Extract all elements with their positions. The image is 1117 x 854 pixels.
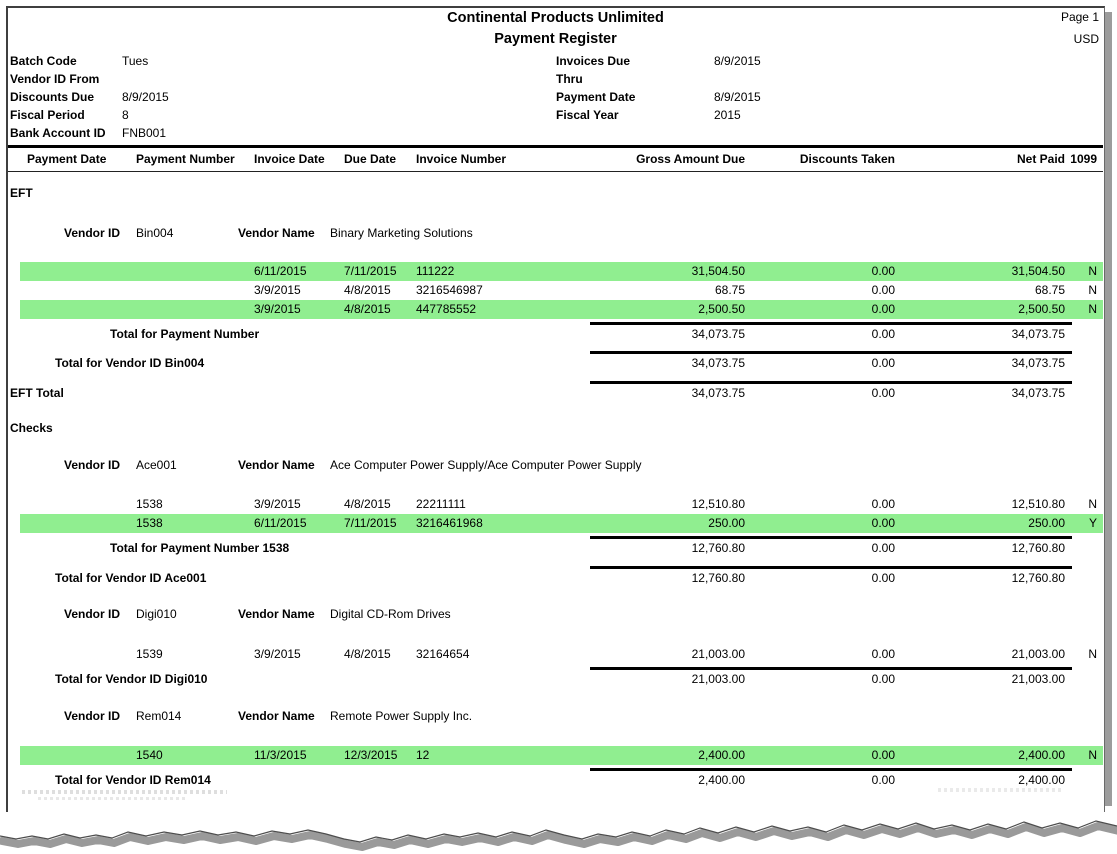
cell-net-paid: 2,500.50 [1018,302,1065,316]
cell-net-paid: 2,400.00 [1018,748,1065,762]
cell-discount-taken: 0.00 [871,283,895,297]
cell-1099-flag: N [1088,264,1097,278]
cell-gross-amount: 21,003.00 [691,647,745,661]
cell-invoice-number: 12 [416,748,430,762]
cell-due-date: 4/8/2015 [344,283,391,297]
cell-due-date: 4/8/2015 [344,497,391,511]
cell-invoice-number: 32164654 [416,647,470,661]
total-discount: 0.00 [871,571,895,585]
total-net: 34,073.75 [1011,327,1065,341]
cell-invoice-number: 22211111 [416,497,466,511]
cell-invoice-number: 447785552 [416,302,477,316]
page-number: Page 1 [1060,10,1099,24]
total-gross: 2,400.00 [698,773,745,787]
cell-gross-amount: 68.75 [714,283,745,297]
invoices-due-label: Invoices Due [556,54,631,68]
vendor-header-rem014 [8,708,1103,724]
payment-date-value: 8/9/2015 [714,90,761,104]
total-discount: 0.00 [871,327,895,341]
detail-rows [8,495,1103,533]
payment-row [8,495,1103,514]
column-header-row [8,148,1103,172]
criteria-row [8,106,1103,124]
column-header-invoice-number: Invoice Number [416,152,507,166]
criteria-row [8,70,1103,88]
column-header-payment-number: Payment Number [136,152,235,166]
cell-due-date: 7/11/2015 [344,264,397,278]
payment-row [8,746,1103,765]
cell-gross-amount: 250.00 [708,516,745,530]
paper-noise-artifact [938,788,1063,792]
vendor-total-row [8,670,1103,688]
column-header-discounts-taken: Discounts Taken [799,152,895,166]
cell-payment-number [120,300,248,319]
payment-total-label: Total for Payment Number [110,327,260,341]
cell-payment-date [8,514,120,533]
report-content [8,8,1103,789]
total-1099-spacer [1065,384,1103,402]
cell-due-date: 12/3/2015 [344,748,398,762]
criteria-row [8,88,1103,106]
total-1099-spacer [1065,569,1103,587]
cell-payment-date [8,746,120,765]
cell-payment-number: 1538 [136,516,163,530]
total-net: 34,073.75 [1011,386,1065,400]
cell-payment-number [120,262,248,281]
cell-payment-date [8,281,120,300]
cell-payment-date [8,300,120,319]
cell-payment-date [8,645,120,664]
cell-1099-flag: Y [1088,516,1097,530]
batch-code-value: Tues [122,54,149,68]
currency-code: USD [1073,32,1099,46]
cell-invoice-date: 3/9/2015 [254,283,301,297]
total-discount: 0.00 [871,386,895,400]
total-net: 12,760.80 [1011,571,1065,585]
vendor-total-row [8,771,1103,789]
group-header-eft: EFT [10,186,33,200]
detail-rows [8,746,1103,765]
cell-payment-date [8,495,120,514]
vendor-name-value: Digital CD-Rom Drives [330,607,451,621]
column-header-net-paid: Net Paid [1016,152,1065,166]
cell-discount-taken: 0.00 [871,647,895,661]
total-net: 12,760.80 [1011,541,1065,555]
total-1099-spacer [1065,670,1103,688]
discounts-due-label: Discounts Due [10,90,95,104]
torn-paper-edge [0,812,1117,854]
vendor-id-label: Vendor ID [64,709,121,723]
cell-discount-taken: 0.00 [871,497,895,511]
fiscal-period-label: Fiscal Period [10,108,85,122]
cell-payment-number [120,281,248,300]
total-gross: 12,760.80 [691,571,745,585]
vendor-id-value: Bin004 [136,226,174,240]
total-net: 2,400.00 [1018,773,1065,787]
cell-invoice-date: 3/9/2015 [254,302,301,316]
vendor-id-value: Ace001 [136,458,177,472]
cell-invoice-number: 111222 [416,264,455,278]
payment-row [8,514,1103,533]
total-gross: 34,073.75 [691,386,745,400]
total-gross: 12,760.80 [691,541,745,555]
page-drop-shadow [1105,12,1112,806]
cell-due-date: 7/11/2015 [344,516,397,530]
total-discount: 0.00 [871,773,895,787]
column-header-gross-amount-due: Gross Amount Due [636,152,745,166]
cell-invoice-date: 11/3/2015 [254,748,307,762]
cell-invoice-date: 6/11/2015 [254,516,307,530]
cell-1099-flag: N [1088,283,1097,297]
vendor-name-label: Vendor Name [238,607,315,621]
criteria-row [8,124,1103,142]
cell-gross-amount: 2,400.00 [698,748,745,762]
column-header-payment-date: Payment Date [27,152,107,166]
detail-rows [8,645,1103,664]
cell-gross-amount: 2,500.50 [698,302,745,316]
vendor-header-ace001 [8,457,1103,473]
cell-net-paid: 68.75 [1034,283,1065,297]
payment-total-label: Total for Payment Number 1538 [110,541,290,555]
vendor-header-digi010 [8,606,1103,622]
fiscal-year-label: Fiscal Year [556,108,619,122]
payment-row [8,645,1103,664]
criteria-row [8,52,1103,70]
cell-invoice-date: 3/9/2015 [254,497,301,511]
column-header-due-date: Due Date [344,152,397,166]
report-criteria [8,52,1103,142]
paper-noise-artifact [38,797,188,800]
total-discount: 0.00 [871,356,895,370]
vendor-id-label: Vendor ID [64,458,121,472]
vendor-name-value: Ace Computer Power Supply/Ace Computer Power Supply [330,458,642,472]
total-gross: 34,073.75 [691,327,745,341]
group-header-checks: Checks [10,421,53,435]
total-net: 21,003.00 [1011,672,1065,686]
batch-code-label: Batch Code [10,54,77,68]
cell-discount-taken: 0.00 [871,264,895,278]
total-net: 34,073.75 [1011,356,1065,370]
cell-due-date: 4/8/2015 [344,302,391,316]
cell-net-paid: 31,504.50 [1011,264,1065,278]
invoices-due-value: 8/9/2015 [714,54,761,68]
vendor-header-bin004 [8,225,1103,241]
cell-1099-flag: N [1088,302,1097,316]
cell-payment-number: 1539 [136,647,163,661]
payment-date-label: Payment Date [556,90,636,104]
vendor-id-label: Vendor ID [64,226,121,240]
paper-noise-artifact [22,790,227,794]
total-gross: 21,003.00 [691,672,745,686]
vendor-name-label: Vendor Name [238,458,315,472]
cell-gross-amount: 12,510.80 [691,497,745,511]
group-total-label: EFT Total [10,386,64,400]
cell-invoice-number: 3216546987 [416,283,483,297]
vendor-id-value: Rem014 [136,709,182,723]
payment-total-row [8,325,1103,343]
total-1099-spacer [1065,354,1103,372]
cell-discount-taken: 0.00 [871,748,895,762]
payment-total-row [8,539,1103,557]
cell-due-date: 4/8/2015 [344,647,391,661]
total-discount: 0.00 [871,541,895,555]
cell-invoice-number: 3216461968 [416,516,483,530]
cell-1099-flag: N [1088,748,1097,762]
vendor-total-label: Total for Vendor ID Ace001 [55,571,207,585]
report-page [6,6,1105,814]
vendor-total-label: Total for Vendor ID Bin004 [55,356,205,370]
payment-row [8,300,1103,319]
cell-net-paid: 250.00 [1028,516,1065,530]
detail-rows [8,262,1103,319]
cell-payment-number: 1540 [136,748,163,762]
vendor-name-label: Vendor Name [238,709,315,723]
vendor-name-value: Binary Marketing Solutions [330,226,473,240]
cell-1099-flag: N [1088,647,1097,661]
bank-account-id-label: Bank Account ID [10,126,106,140]
vendor-total-label: Total for Vendor ID Rem014 [55,773,211,787]
payment-row [8,262,1103,281]
total-1099-spacer [1065,771,1103,789]
fiscal-period-value: 8 [122,108,129,122]
total-1099-spacer [1065,325,1103,343]
vendor-total-row [8,569,1103,587]
vendor-id-value: Digi010 [136,607,177,621]
payment-row [8,281,1103,300]
column-header-1099: 1099 [1070,152,1097,166]
vendor-name-label: Vendor Name [238,226,315,240]
cell-payment-number: 1538 [136,497,163,511]
discounts-due-value: 8/9/2015 [122,90,169,104]
cell-gross-amount: 31,504.50 [691,264,745,278]
cell-discount-taken: 0.00 [871,516,895,530]
cell-1099-flag: N [1088,497,1097,511]
total-discount: 0.00 [871,672,895,686]
group-total-row [8,384,1103,402]
total-1099-spacer [1065,539,1103,557]
vendor-total-row [8,354,1103,372]
vendor-id-label: Vendor ID [64,607,121,621]
cell-invoice-date: 6/11/2015 [254,264,307,278]
company-title: Continental Products Unlimited [447,10,664,26]
vendor-total-label: Total for Vendor ID Digi010 [55,672,208,686]
thru-label: Thru [556,72,583,86]
cell-invoice-date: 3/9/2015 [254,647,301,661]
cell-net-paid: 21,003.00 [1011,647,1065,661]
bank-account-id-value: FNB001 [122,126,167,140]
report-title: Payment Register [494,31,617,47]
vendor-id-from-label: Vendor ID From [10,72,100,86]
column-header-invoice-date: Invoice Date [254,152,325,166]
cell-net-paid: 12,510.80 [1011,497,1065,511]
total-gross: 34,073.75 [691,356,745,370]
cell-discount-taken: 0.00 [871,302,895,316]
fiscal-year-value: 2015 [714,108,741,122]
cell-payment-date [8,262,120,281]
vendor-name-value: Remote Power Supply Inc. [330,709,473,723]
